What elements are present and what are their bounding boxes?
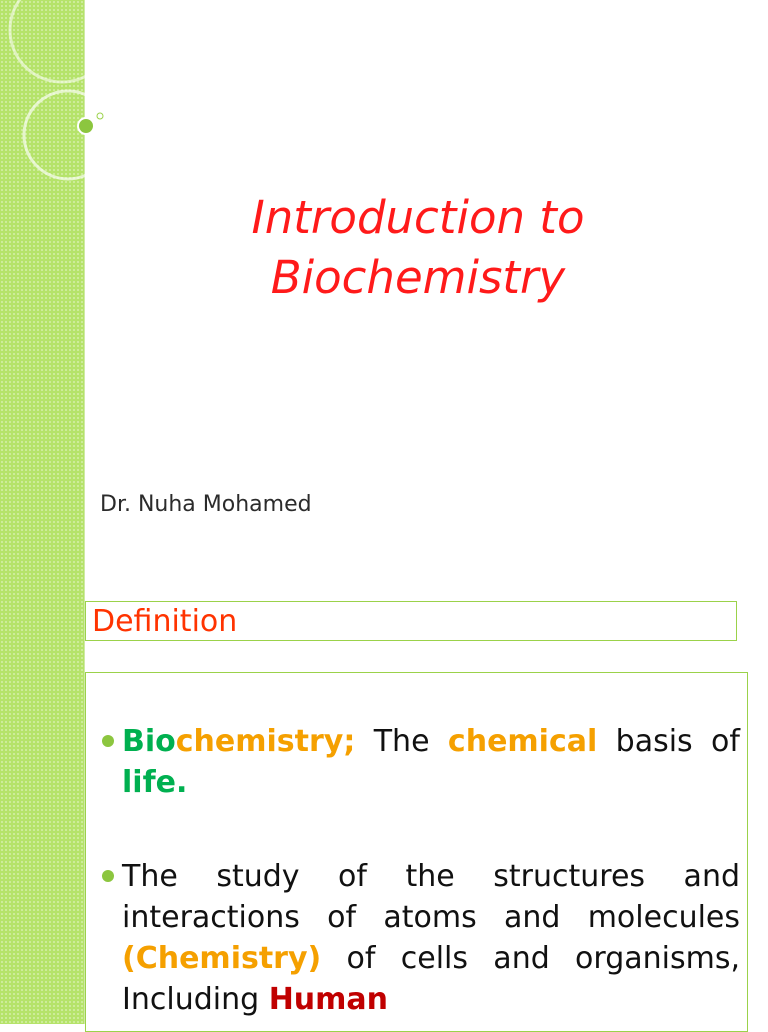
definition-content-box [85,672,748,1032]
bullet-dot-icon [102,870,114,882]
word-chemistry: chemistry; [175,724,356,759]
word-chemical: chemical [447,724,598,759]
word-life: life. [122,765,188,800]
author-name: Dr. Nuha Mohamed [100,492,312,517]
word-bio: Bio [122,724,176,759]
slide-title: Introduction to Biochemistry [251,191,585,304]
bullet-study-definition [122,856,740,1020]
bullet-dot-icon [102,735,114,747]
definition-heading: Definition [92,604,238,639]
deco-dot-green [78,118,94,134]
deco-circle-large [10,0,114,82]
deco-circle-small [24,91,112,179]
decorative-circles [0,0,120,200]
word-human: Human [268,982,389,1017]
word-chemistry-parenthetical: (Chemistry) [122,941,322,976]
word-the: The [373,724,430,759]
word-basis-of: basis of [615,724,740,759]
deco-dot-outline [97,113,103,119]
study-text-mid: of cells and organisms, Including [122,941,741,1017]
study-text-start: The study of the structures and interactions of atoms and molecules [122,859,740,935]
definition-heading-box [85,601,737,641]
bullet-biochemistry [122,721,740,803]
